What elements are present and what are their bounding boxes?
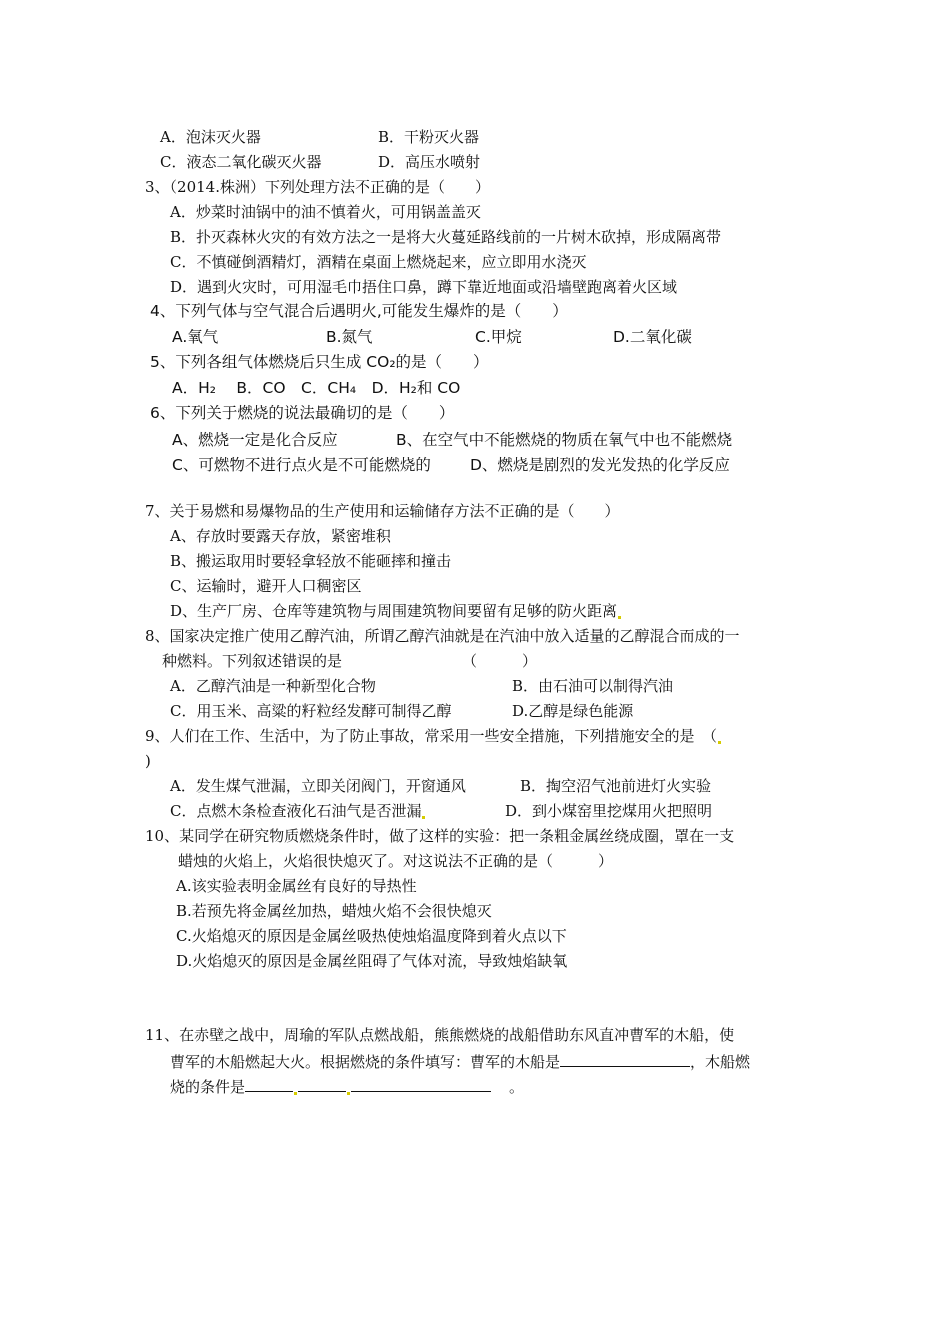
q11-blank-condition-1[interactable] — [245, 1075, 293, 1092]
q2-option-c: C．液态二氧化碳灭火器 — [160, 153, 322, 171]
q9-stem-text: 9、人们在工作、生活中，为了防止事故，常采用一些安全措施，下列措施安全的是 （ — [145, 727, 718, 745]
q10-stem-line1: 10、某同学在研究物质燃烧条件时，做了这样的实验：把一条粗金属丝绕成圈，罩在一支 — [145, 827, 735, 845]
q3-stem: 3、（2014.株洲）下列处理方法不正确的是（ ） — [145, 178, 490, 196]
q11-line3-end: 。 — [509, 1078, 525, 1096]
q3-option-c: C．不慎碰倒酒精灯，酒精在桌面上燃烧起来，应立即用水浇灭 — [170, 253, 587, 271]
q11-line1: 11、在赤壁之战中，周瑜的军队点燃战船，熊熊燃烧的战船借助东风直冲曹军的木船，使 — [145, 1026, 735, 1044]
q6-option-b: B、在空气中不能燃烧的物质在氧气中也不能燃烧 — [396, 431, 733, 449]
q6-option-c: C、可燃物不进行点火是不可能燃烧的 — [172, 456, 431, 474]
mark-dot — [718, 741, 721, 744]
mark-dot — [347, 1092, 350, 1095]
q2-option-b: B．干粉灭火器 — [378, 128, 480, 146]
mark-dot — [618, 616, 621, 619]
q8-stem-line1: 8、国家决定推广使用乙醇汽油，所谓乙醇汽油就是在汽油中放入适量的乙醇混合而成的一 — [145, 627, 740, 645]
q7-option-d-text: D、生产厂房、仓库等建筑物与周围建筑物间要留有足够的防火距离 — [170, 602, 618, 620]
q4-option-a: A.氧气 — [172, 328, 219, 346]
q4-option-b: B.氮气 — [326, 328, 373, 346]
mark-dot — [294, 1092, 297, 1095]
q2-option-a: A．泡沫灭火器 — [160, 128, 261, 146]
q10-option-b: B.若预先将金属丝加热，蜡烛火焰不会很快熄灭 — [176, 902, 492, 920]
q8-answer-paren: （ ） — [462, 652, 538, 670]
q6-option-d: D、燃烧是剧烈的发光发热的化学反应 — [470, 456, 730, 474]
q7-stem: 7、关于易燃和易爆物品的生产使用和运输储存方法不正确的是（ ） — [145, 502, 620, 520]
q9-option-d: D．到小煤窑里挖煤用火把照明 — [505, 802, 713, 820]
q11-blank-condition-3[interactable] — [351, 1075, 491, 1092]
q7-option-c: C、运输时，避开人口稠密区 — [170, 577, 362, 595]
q11-blank-condition-2[interactable] — [298, 1075, 346, 1092]
q3-option-d: D．遇到火灾时，可用湿毛巾捂住口鼻，蹲下靠近地面或沿墙壁跑离着火区域 — [170, 278, 678, 296]
q9-option-b: B．掏空沼气池前进灯火实验 — [520, 777, 712, 795]
q8-option-d: D.乙醇是绿色能源 — [512, 702, 634, 720]
q4-option-d: D.二氧化碳 — [613, 328, 692, 346]
mark-dot — [422, 816, 425, 819]
q10-option-c: C.火焰熄灭的原因是金属丝吸热使烛焰温度降到着火点以下 — [176, 927, 567, 945]
q7-option-b: B、搬运取用时要轻拿轻放不能砸摔和撞击 — [170, 552, 452, 570]
q6-stem: 6、下列关于燃烧的说法最确切的是（ ） — [150, 404, 455, 422]
q9-option-c — [170, 801, 426, 821]
q8-option-c: C．用玉米、高粱的籽粒经发酵可制得乙醇 — [170, 702, 452, 720]
q10-option-a: A.该实验表明金属丝有良好的导热性 — [176, 877, 417, 895]
q8-option-b: B．由石油可以制得汽油 — [512, 677, 674, 695]
q5-stem: 5、下列各组气体燃烧后只生成 CO₂的是（ ） — [150, 353, 489, 371]
q11-line2-text: 曹军的木船燃起大火。根据燃烧的条件填写：曹军的木船是 — [170, 1053, 561, 1071]
q4-stem: 4、下列气体与空气混合后遇明火,可能发生爆炸的是（ ） — [150, 302, 568, 320]
q10-stem-line2: 蜡烛的火焰上，火焰很快熄灭了。对这说法不正确的是（ ） — [178, 852, 614, 870]
q6-option-a: A、燃烧一定是化合反应 — [172, 431, 338, 449]
q2-option-d: D．高压水喷射 — [378, 153, 481, 171]
q9-option-c-text: C．点燃木条检查液化石油气是否泄漏 — [170, 802, 422, 820]
q8-option-a: A．乙醇汽油是一种新型化合物 — [170, 677, 376, 695]
q10-option-d: D.火焰熄灭的原因是金属丝阻碍了气体对流，导致烛焰缺氧 — [176, 952, 568, 970]
q9-stem-close: ) — [145, 752, 151, 770]
q11-line3-text: 烧的条件是 — [170, 1078, 246, 1096]
q7-option-a: A、存放时要露天存放，紧密堆积 — [170, 527, 391, 545]
q3-option-b: B．扑灭森林火灾的有效方法之一是将大火蔓延路线前的一片树木砍掉，形成隔离带 — [170, 228, 722, 246]
q3-option-a: A．炒菜时油锅中的油不慎着火，可用锅盖盖灭 — [170, 203, 481, 221]
q11-line2 — [170, 1050, 750, 1072]
q4-option-c: C.甲烷 — [475, 328, 522, 346]
q11-line3 — [170, 1075, 524, 1097]
q8-stem-line2: 种燃料。下列叙述错误的是 — [162, 652, 343, 670]
q7-option-d — [170, 601, 622, 621]
q11-blank-ship-answer[interactable] — [560, 1050, 690, 1067]
q9-stem — [145, 726, 722, 746]
q5-options: A．H₂ B．CO C．CH₄ D．H₂和 CO — [172, 379, 461, 397]
q11-line2-tail: ，木船燃 — [690, 1053, 751, 1071]
q9-option-a: A．发生煤气泄漏，立即关闭阀门，开窗通风 — [170, 777, 466, 795]
